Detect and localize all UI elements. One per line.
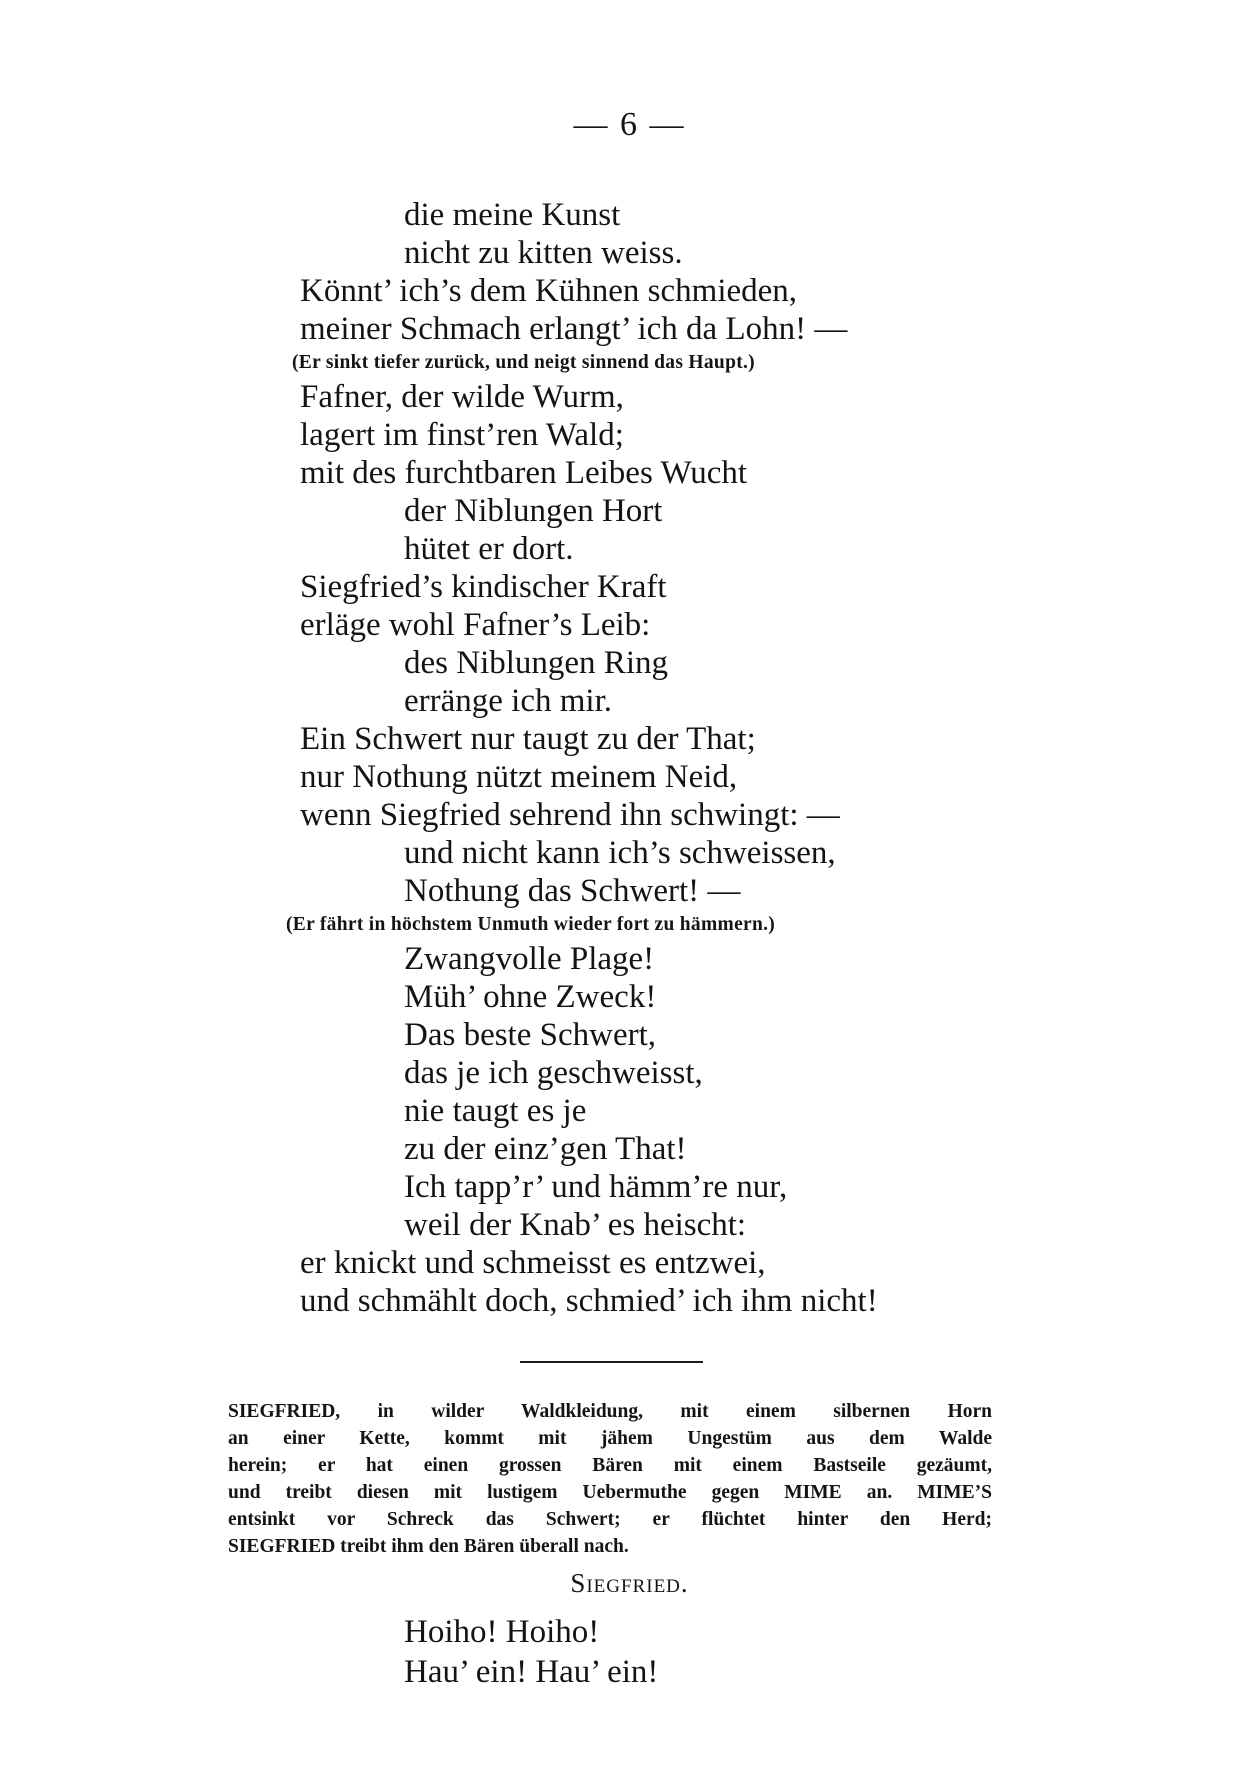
inline-stage-direction: (Er sinkt tiefer zurück, und neigt sinnend das Haupt.) (292, 352, 755, 373)
verse-line: Das beste Schwert, (404, 1017, 657, 1053)
verse-block (286, 196, 878, 1320)
verse-line: meiner Schmach erlangt’ ich da Lohn! — (300, 311, 848, 347)
inline-stage-direction: (Er fährt in höchstem Unmuth wieder fort zu hämmern.) (286, 914, 776, 935)
speaker-name: Siegfried. (570, 1568, 689, 1598)
verse-line: weil der Knab’ es heischt: (404, 1207, 747, 1243)
verse-line: die meine Kunst (404, 197, 621, 233)
verse-line: Nothung das Schwert! — (404, 873, 741, 909)
verse-line: das je ich geschweisst, (404, 1055, 703, 1091)
verse-line: mit des furchtbaren Leibes Wucht (300, 455, 748, 491)
verse-line: Fafner, der wilde Wurm, (300, 379, 624, 415)
verse-line: nur Nothung nützt meinem Neid, (300, 759, 738, 795)
verse-line: er knickt und schmeisst es entzwei, (300, 1245, 766, 1281)
speech-block (404, 1612, 658, 1692)
verse-line: nie taugt es je (404, 1093, 587, 1129)
verse-line: erränge ich mir. (404, 683, 612, 719)
verse-line: und nicht kann ich’s schweissen, (404, 835, 836, 871)
verse-line: hütet er dort. (404, 531, 574, 567)
speech-line: Hoiho! Hoiho! (404, 1614, 600, 1650)
verse-line: zu der einz’gen That! (404, 1131, 687, 1167)
stage-direction-line: und treibt diesen mit lustigem Uebermuthe gegen MIME an. MIME’S (228, 1482, 992, 1503)
verse-line: Könnt’ ich’s dem Kühnen schmieden, (300, 273, 798, 309)
stage-direction-line: SIEGFRIED, in wilder Waldkleidung, mit einem silbernen Horn (228, 1401, 992, 1422)
stage-direction-line: entsinkt vor Schreck das Schwert; er flüchtet hinter den Herd; (228, 1509, 992, 1530)
verse-line: lagert im finst’ren Wald; (300, 417, 624, 453)
stage-direction-paragraph (228, 1398, 992, 1560)
verse-line: Siegfried’s kindischer Kraft (300, 569, 667, 605)
section-divider (520, 1361, 703, 1363)
verse-line: Müh’ ohne Zweck! (404, 979, 657, 1015)
page-number: — 6 — (573, 106, 686, 143)
verse-line: Ich tapp’r’ und hämm’re nur, (404, 1169, 788, 1205)
verse-line: der Niblungen Hort (404, 493, 663, 529)
verse-line: Zwangvolle Plage! (404, 941, 655, 977)
stage-direction-line: SIEGFRIED treibt ihm den Bären überall nach. (228, 1536, 629, 1557)
verse-line: wenn Siegfried sehrend ihn schwingt: — (300, 797, 840, 833)
verse-line: des Niblungen Ring (404, 645, 668, 681)
verse-line: und schmählt doch, schmied’ ich ihm nicht! (300, 1283, 878, 1319)
verse-line: erläge wohl Fafner’s Leib: (300, 607, 651, 643)
speech-line: Hau’ ein! Hau’ ein! (404, 1654, 659, 1690)
verse-line: nicht zu kitten weiss. (404, 235, 683, 271)
verse-line: Ein Schwert nur taugt zu der That; (300, 721, 756, 757)
stage-direction-line: an einer Kette, kommt mit jähem Ungestüm aus dem Walde (228, 1428, 992, 1449)
stage-direction-line: herein; er hat einen grossen Bären mit einem Bastseile gezäumt, (228, 1455, 992, 1476)
